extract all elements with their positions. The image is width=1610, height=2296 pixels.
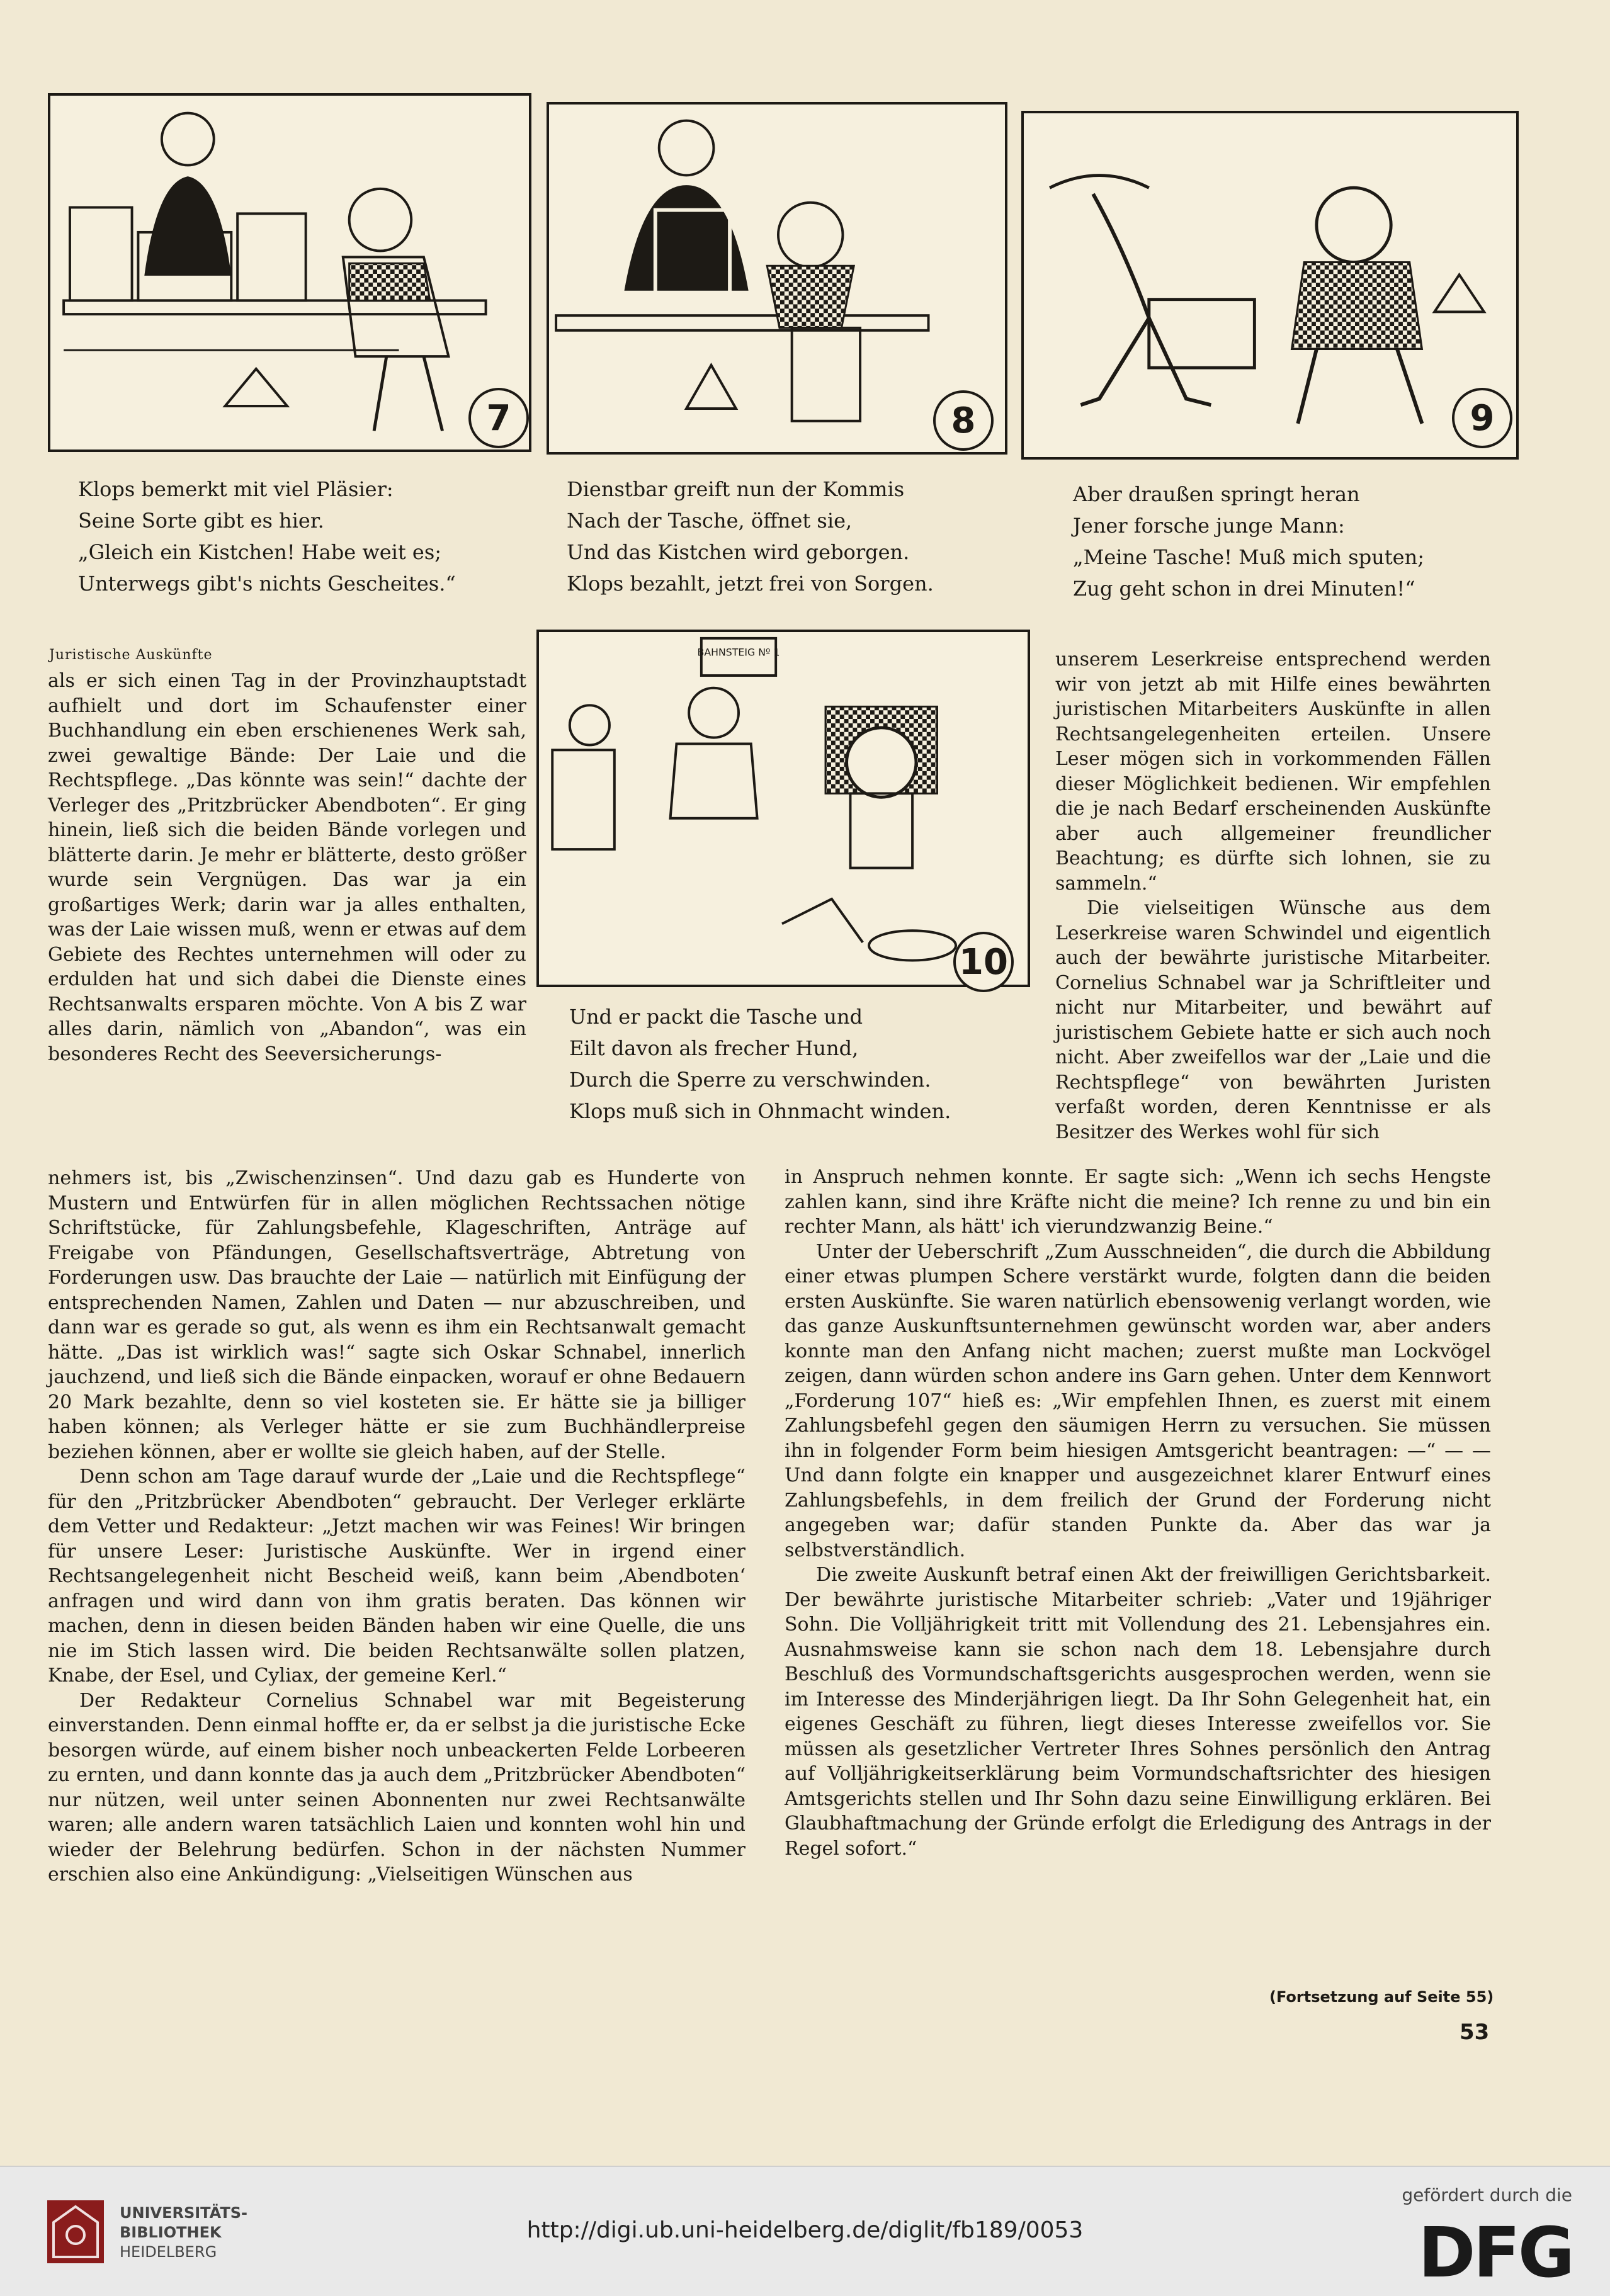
paragraph: Der Redakteur Cornelius Schnabel war mit Begeisterung einverstanden. Denn einmal hoffte er, da er selbst ja die juristische Ecke besorgen würde, auf einem bisher noch unbeackerten Felde Lorbeeren zu ernten, und dann konnte das ja auch dem „Pritzbrücker Abendboten“ nur nützen, weil unter seinen Abonnenten nur zwei Rechtsanwälte waren; alle andern waren tatsächlich Laien und konnten wohl hin und wieder der Belehrung bedürfen. Schon in der nächsten Nummer erschien also eine Ankündigung: „Vielseitigen Wünschen aus [48, 1689, 745, 1886]
panel-number: 9 [1452, 388, 1512, 448]
comic-panel-8 [547, 102, 1007, 455]
comic-illustration [1024, 113, 1516, 457]
panel-number: 8 [933, 390, 994, 451]
verse-line: Eilt davon als frecher Hund, [569, 1036, 859, 1060]
caption-panel-8 [567, 473, 934, 599]
comic-illustration [549, 105, 1005, 452]
paragraph: Die vielseitigen Wünsche aus dem Leserkreise waren Schwindel und eigentlich auch der bewährte juristische Mitarbeiter. Cornelius Schnabel war ja Schriftleiter und nicht nur Mitarbeiter, und bewährt auf juristischem Gebiete hatte er sich auch noch nicht. Aber zweifellos war der „Laie und die Rechtspflege“ von bewährten Juristen verfaßt worden, deren Kenntnisse er als Besitzer des Werkes wohl für sich [1055, 897, 1491, 1143]
panel-number: 10 [953, 932, 1014, 992]
verse-line: Seine Sorte gibt es hier. [78, 509, 324, 533]
paragraph: in Anspruch nehmen konnte. Er sagte sich: „Wenn ich sechs Hengste zahlen kann, sind ihre Kräfte nicht die meine? Ich renne zu und bin ein rechter Mann, als hätt' ich vierundzwanzig Beine.“ [785, 1166, 1491, 1238]
verse-line: „Meine Tasche! Muß mich sputen; [1073, 545, 1424, 569]
verse-line: „Gleich ein Kistchen! Habe weit es; [78, 540, 442, 564]
paragraph: Unter der Ueberschrift „Zum Ausschneiden“, die durch die Abbildung einer etwas plumpen Schere verstärkt wurde, folgten dann die beiden ersten Auskünfte. Sie waren natürlich ebensowenig verlangt worden, wie das ganze Auskunftsunternehmen gewünscht worden war, aber anders konnte man den Anfang nicht machen; zuerst mußte man Lockvögel zeigen, dann würden schon andere ins Garn gehen. Unter dem Kennwort „Forderung 107“ hieß es: „Wir empfehlen Ihnen, es zuerst mit einem Zahlungsbefehl gegen den säumigen Herrn zu versuchen. Sie müssen ihn in folgender Form beim hiesigen Amtsgericht beantragen: —“ — — Und dann folgte ein knapper und ausgezeichnet klarer Entwurf eines Zahlungsbefehls, in dem freilich der Grund der Forderung nicht angegeben war; dafür standen Punkte da. Aber das war ja selbstverständlich. [785, 1240, 1491, 1561]
caption-panel-9 [1073, 478, 1424, 604]
comic-panel-7 [48, 93, 531, 452]
comic-panel-10 [536, 630, 1030, 987]
dfg-logo: DFG [1418, 2212, 1572, 2293]
source-url-link[interactable]: http://digi.ub.uni-heidelberg.de/diglit/fb189/0053 [526, 2217, 1084, 2243]
verse-line: Durch die Sperre zu verschwinden. [569, 1068, 931, 1092]
verse-line: Unterwegs gibt's nichts Gescheites.“ [78, 572, 456, 596]
verse-line: Nach der Tasche, öffnet sie, [567, 509, 853, 533]
library-line: BIBLIOTHEK [120, 2224, 222, 2241]
verse-line: Klops muß sich in Ohnmacht winden. [569, 1099, 951, 1123]
section-heading: Juristische Auskünfte [49, 647, 213, 663]
funded-by-label: gefördert durch die [1402, 2185, 1572, 2205]
paragraph: unserem Leserkreise entsprechend werden wir von jetzt ab mit Hilfe eines bewährten juristischen Mitarbeiters Auskünfte in allen Rechtsangelegenheiten erteilen. Unsere Leser mögen sich in vorkommenden Fällen dieser Möglichkeit bedienen. Wir empfehlen die je nach Bedarf erscheinenden Auskünfte aber auch allgemeiner freundlicher Beachtung; es dürfte sich lohnen, sie zu sammeln.“ [1055, 648, 1491, 895]
right-column-lower [785, 1165, 1491, 1861]
left-column-upper [48, 669, 526, 1066]
paragraph: als er sich einen Tag in der Provinzhauptstadt aufhielt und dort im Schaufenster einer Buchhandlung ein eben erschienenes Werk sah, zwei gewaltige Bände: Der Laie und die Rechtspflege. „Das könnte was sein!“ dachte der Verleger des „Pritzbrücker Abendboten“. Er ging hinein, ließ sich die beiden Bände vorlegen und blätterte darin. Je mehr er blätterte, desto größer wurde sein Vergnügen. Das war ja ein großartiges Werk; darin war ja alles enthalten, was der Laie wissen muß, wenn er etwas auf dem Gebiete des Rechtes unternehmen will oder zu erdulden hat und sich dabei die Dienste eines Rechtsanwalts ersparen möchte. Von A bis Z war alles darin, nämlich von „Abandon“, was ein besonderes Recht des Seeversicherungs- [48, 670, 526, 1065]
verse-line: Und das Kistchen wird geborgen. [567, 540, 910, 564]
comic-illustration [50, 96, 529, 450]
library-line: HEIDELBERG [120, 2243, 217, 2261]
verse-line: Und er packt die Tasche und [569, 1005, 863, 1029]
continuation-note: (Fortsetzung auf Seite 55) [1269, 1988, 1494, 2006]
digitization-footer [0, 2166, 1610, 2296]
verse-line: Klops bemerkt mit viel Pläsier: [78, 477, 394, 501]
panel-number: 7 [468, 388, 529, 448]
page-number: 53 [1460, 2020, 1490, 2045]
verse-line: Klops bezahlt, jetzt frei von Sorgen. [567, 572, 934, 596]
paragraph: Denn schon am Tage darauf wurde der „Laie und die Rechtspflege“ für den „Pritzbrücker Abendboten“ gebraucht. Der Verleger erklärte dem Vetter und Redakteur: „Jetzt machen wir was Feines! Wir bringen für unsere Leser: Juristische Auskünfte. Wer in irgend einer Rechtsangelegenheit nicht Bescheid weiß, kann beim ‚Abendboten‘ anfragen und wird dann von ihm gratis beraten. Das können wir machen, denn in diesen beiden Bänden haben wir eine Quelle, die uns nie im Stich lassen wird. Die beiden Rechtsanwälte sollen platzen, Knabe, der Esel, und Cyliax, der gemeine Kerl.“ [48, 1466, 745, 1687]
library-line: UNIVERSITÄTS- [120, 2204, 248, 2222]
verse-line: Jener forsche junge Mann: [1073, 514, 1345, 538]
right-column-upper [1055, 647, 1491, 1145]
caption-panel-7 [78, 473, 456, 599]
verse-line: Aber draußen springt heran [1073, 482, 1360, 506]
caption-panel-10 [569, 1001, 951, 1127]
left-column-lower [48, 1166, 745, 1887]
paragraph: nehmers ist, bis „Zwischenzinsen“. Und dazu gab es Hunderte von Mustern und Entwürfen für in allen möglichen Rechtssachen nötige Schriftstücke, für Zahlungsbefehle, Klageschriften, Anträge auf Freigabe von Pfändungen, Gesellschaftsverträge, Abtretung von Forderungen usw. Das brauchte der Laie — natürlich mit Einfügung der entsprechenden Namen, Zahlen und Daten — nur abzuschreiben, und dann war es gerade so gut, als wenn es ihm ein Rechtsanwalt gemacht hätte. „Das ist wirklich was!“ sagte sich Oskar Schnabel, innerlich jauchzend, und ließ sich die Bände einpacken, worauf er ohne Bedauern 20 Mark bezahlte, denn so viel kosteten sie. Er hätte sie ja billiger haben können; als Verleger hätte er sie zum Buchhändlerpreise beziehen können, aber er wollte sie gleich haben, auf der Stelle. [48, 1167, 745, 1463]
verse-line: Dienstbar greift nun der Kommis [567, 477, 905, 501]
platform-sign: BAHNSTEIG Nº 1 [697, 646, 780, 659]
comic-panel-9 [1021, 111, 1519, 460]
paragraph: Die zweite Auskunft betraf einen Akt der freiwilligen Gerichtsbarkeit. Der bewährte juristische Mitarbeiter schrieb: „Vater und 19jähriger Sohn. Die Volljährigkeit tritt mit Vollendung des 21. Lebensjahres ein. Ausnahmsweise kann sie schon nach dem 18. Lebensjahre durch Beschluß des Vormundschaftsgerichts ausgesprochen werden, wenn sie im Interesse des Minderjährigen liegt. Da Ihr Sohn Gelegenheit hat, ein eigenes Geschäft zu führen, liegt dieses Interesse zweifellos vor. Sie müssen als gesetzlicher Vertreter Ihres Sohnes persönlich den Antrag auf Volljährigkeitserklärung beim Vormundschaftsrichter des hiesigen Amtsgerichts stellen und Ihr Sohn dazu seine Einwilligung erklären. Bei Glaubhaftmachung der Gründe erfolgt die Erledigung des Antrags in der Regel sofort.“ [785, 1564, 1491, 1860]
verse-line: Zug geht schon in drei Minuten!“ [1073, 577, 1415, 601]
comic-illustration [539, 632, 1028, 985]
